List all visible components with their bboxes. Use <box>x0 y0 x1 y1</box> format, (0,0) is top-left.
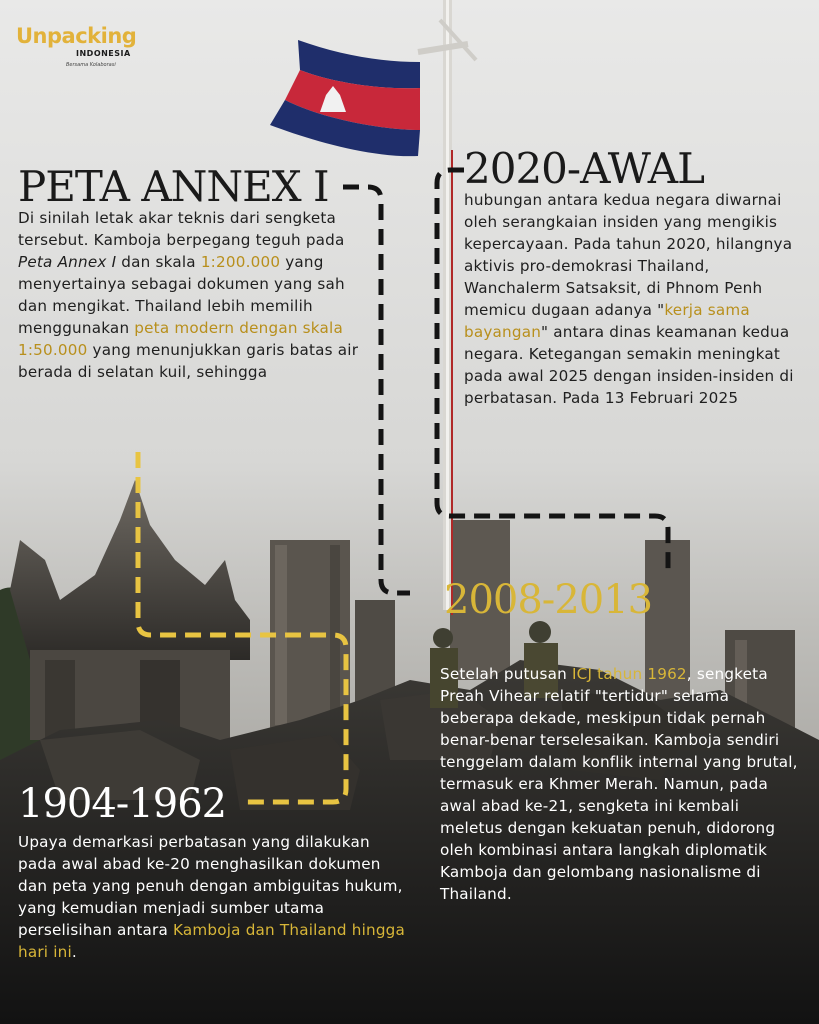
awal2020-highlight: kerja sama bayangan <box>464 301 750 341</box>
brand-name: Unpacking <box>16 24 137 48</box>
paragraph-2008-2013 <box>440 663 800 905</box>
heading-peta-annex-text: PETA ANNEX I <box>18 162 329 211</box>
peta-text-1: Di sinilah letak akar teknis dari sengketa tersebut. Kamboja berpegang teguh pada <box>18 209 345 249</box>
peta-italic-term: Peta Annex I <box>18 253 117 271</box>
y1904-text-1: Upaya demarkasi perbatasan yang dilakukan pada awal abad ke-20 menghasilkan dokumen dan peta yang penuh dengan ambiguitas hukum, yang kemudian menjadi sumber utama perselisihan antara <box>18 833 403 939</box>
brand-subtitle: INDONESIA <box>76 49 131 58</box>
heading-1904-1962-text: 1904-1962 <box>18 781 227 827</box>
peta-highlight-scale: 1:200.000 <box>200 253 281 271</box>
awal2020-text-2: " antara dinas keamanan kedua negara. Ketegangan semakin meningkat pada awal 2025 dengan insiden-insiden di perbatasan. Pada 13 Februari 2025 <box>464 323 794 407</box>
peta-text-2: dan skala <box>116 253 201 271</box>
heading-2008-2013 <box>444 578 652 622</box>
heading-1904-1962 <box>18 782 226 826</box>
paragraph-2020-awal <box>464 189 802 409</box>
y2008-text-1: Setelah putusan <box>440 665 572 683</box>
brand-logo <box>14 24 154 74</box>
y1904-highlight: Kamboja dan Thailand hingga hari ini <box>18 921 406 961</box>
heading-2008-2013-text: 2008-2013 <box>444 577 653 623</box>
heading-peta-annex <box>18 164 329 210</box>
peta-text-4: yang menunjukkan garis batas air berada di selatan kuil, sehingga <box>18 341 359 381</box>
y2008-highlight: ICJ tahun 1962 <box>571 665 687 683</box>
peta-text-3: yang menyertainya sebagai dokumen yang sah dan mengikat. Thailand lebih memilih menggunakan <box>18 253 345 337</box>
awal2020-text-1: hubungan antara kedua negara diwarnai oleh serangkaian insiden yang mengikis kepercayaan. Pada tahun 2020, hilangnya aktivis pro-demokrasi Thailand, Wanchalerm Satsaksit, di Phnom Penh memicu dugaan adanya " <box>464 191 793 319</box>
peta-highlight-modern-map: peta modern dengan skala 1:50.000 <box>18 319 343 359</box>
brand-signature: Bersama Kolaborasi <box>66 62 116 68</box>
y2008-text-2: , sengketa Preah Vihear relatif "tertidur" selama beberapa dekade, meskipun tidak pernah benar-benar terselesaikan. Kamboja sendiri tenggelam dalam konflik internal yang brutal, termasuk era Khmer Merah. Namun, pada awal abad ke-21, sengketa ini kembali meletus dengan kekuatan penuh, didorong oleh kombinasi antara langkah diplomatik Kamboja dan gelombang nasionalisme di Thailand. <box>440 665 798 903</box>
y1904-text-2: . <box>71 943 77 961</box>
heading-2020-awal-text: 2020-AWAL <box>464 144 705 193</box>
paragraph-1904-1962 <box>18 831 408 963</box>
heading-2020-awal <box>464 146 704 192</box>
paragraph-peta-annex <box>18 207 360 383</box>
